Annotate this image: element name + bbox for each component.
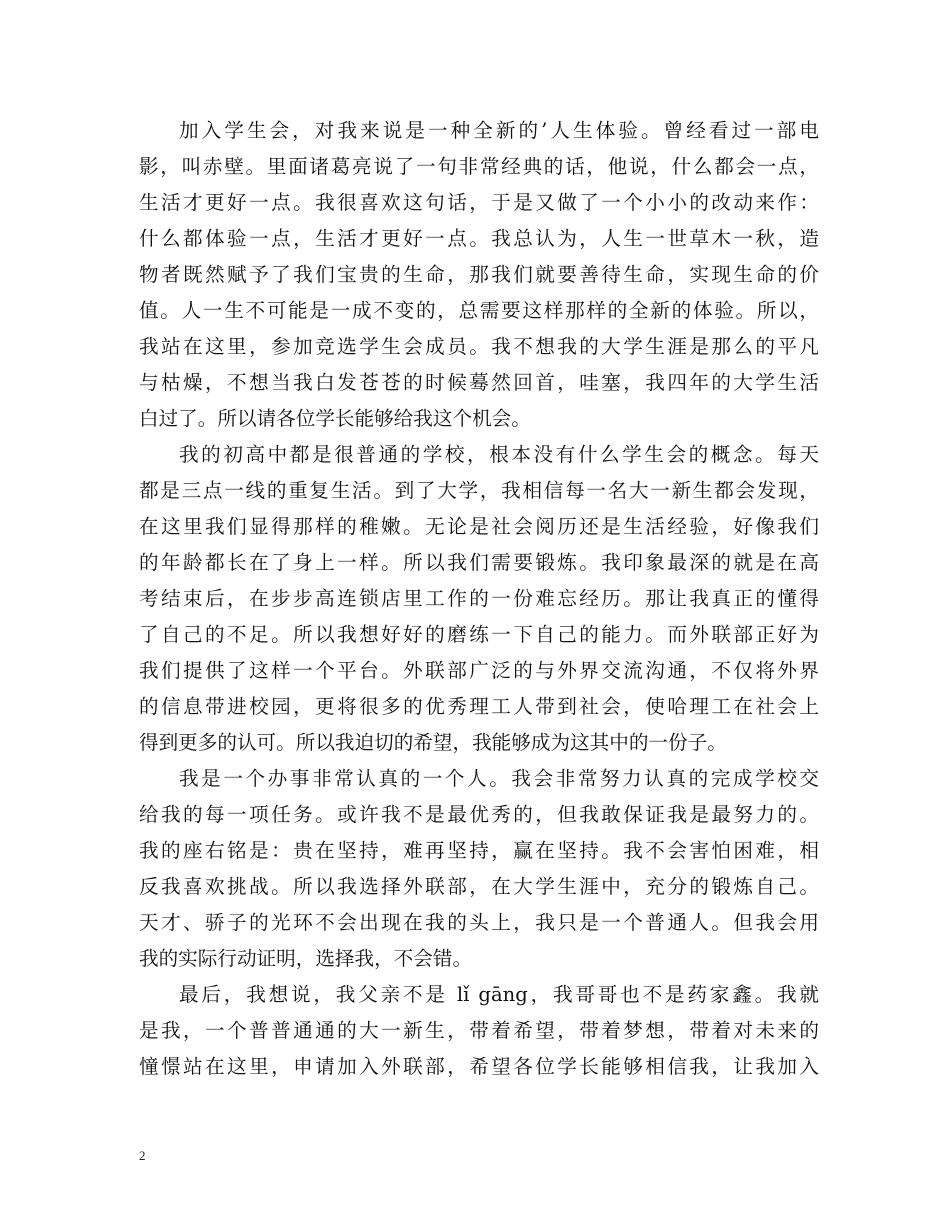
paragraph-1-line-1: 加入学生会，对我来说是一种全新的’人生体验。曾经看过一部电: [179, 119, 819, 142]
paragraph-1-line-2: 影，叫赤壁。里面诸葛亮说了一句非常经典的话，他说，什么都会一点，: [139, 155, 819, 178]
paragraph-1-line-3: 生活才更好一点。我很喜欢这句话，于是又做了一个小小的改动来作：: [139, 191, 819, 214]
paragraph-3-line-2: 给我的每一项任务。或许我不是最优秀的，但我敢保证我是最努力的。: [139, 803, 819, 826]
paragraph-2-line-5: 考结束后，在步步高连锁店里工作的一份难忘经历。那让我真正的懂得: [139, 587, 819, 610]
paragraph-4-line-1: 最后，我想说，我父亲不是 lǐ gāng，我哥哥也不是药家鑫。我就: [179, 983, 819, 1006]
body-text: [139, 113, 819, 1085]
paragraph-1-line-8: 与枯燥，不想当我白发苍苍的时候蓦然回首，哇塞，我四年的大学生活: [139, 371, 819, 394]
paragraph-2-line-3: 在这里我们显得那样的稚嫩。无论是社会阅历还是生活经验，好像我们: [139, 515, 819, 538]
paragraph-1-line-7: 我站在这里，参加竞选学生会成员。我不想我的大学生涯是那么的平凡: [139, 335, 819, 358]
paragraph-3-line-6: 我的实际行动证明，选择我，不会错。: [139, 947, 473, 970]
paragraph-2-line-9: 得到更多的认可。所以我迫切的希望，我能够成为这其中的一份子。: [139, 731, 727, 754]
paragraph-3-line-3: 我的座右铭是：贵在坚持，难再坚持，赢在坚持。我不会害怕困难，相: [139, 839, 819, 862]
paragraph-2-line-2: 都是三点一线的重复生活。到了大学，我相信每一名大一新生都会发现，: [139, 479, 819, 502]
paragraph-2-line-4: 的年龄都长在了身上一样。所以我们需要锻炼。我印象最深的就是在高: [139, 551, 819, 574]
paragraph-4-line-3: 憧憬站在这里，申请加入外联部，希望各位学长能够相信我，让我加入: [139, 1055, 819, 1078]
paragraph-1-line-6: 值。人一生不可能是一成不变的，总需要这样那样的全新的体验。所以，: [139, 299, 819, 322]
paragraph-2-line-6: 了自己的不足。所以我想好好的磨练一下自己的能力。而外联部正好为: [139, 623, 819, 646]
paragraph-4-line-2: 是我，一个普普通通的大一新生，带着希望，带着梦想，带着对未来的: [139, 1019, 819, 1042]
paragraph-3-line-1: 我是一个办事非常认真的一个人。我会非常努力认真的完成学校交: [179, 767, 819, 790]
paragraph-3-line-5: 天才、骄子的光环不会出现在我的头上，我只是一个普通人。但我会用: [139, 911, 819, 934]
paragraph-1-line-4: 什么都体验一点，生活才更好一点。我总认为，人生一世草木一秋，造: [139, 227, 819, 250]
page-number: 2: [139, 1148, 146, 1163]
paragraph-1-line-9: 白过了。所以请各位学长能够给我这个机会。: [139, 407, 531, 430]
paragraph-1-line-5: 物者既然赋予了我们宝贵的生命，那我们就要善待生命，实现生命的价: [139, 263, 819, 286]
paragraph-2-line-7: 我们提供了这样一个平台。外联部广泛的与外界交流沟通，不仅将外界: [139, 659, 819, 682]
paragraph-3-line-4: 反我喜欢挑战。所以我选择外联部，在大学生涯中，充分的锻炼自己。: [139, 875, 819, 898]
paragraph-2-line-1: 我的初高中都是很普通的学校，根本没有什么学生会的概念。每天: [179, 443, 819, 466]
paragraph-2-line-8: 的信息带进校园，更将很多的优秀理工人带到社会，使哈理工在社会上: [139, 695, 819, 718]
